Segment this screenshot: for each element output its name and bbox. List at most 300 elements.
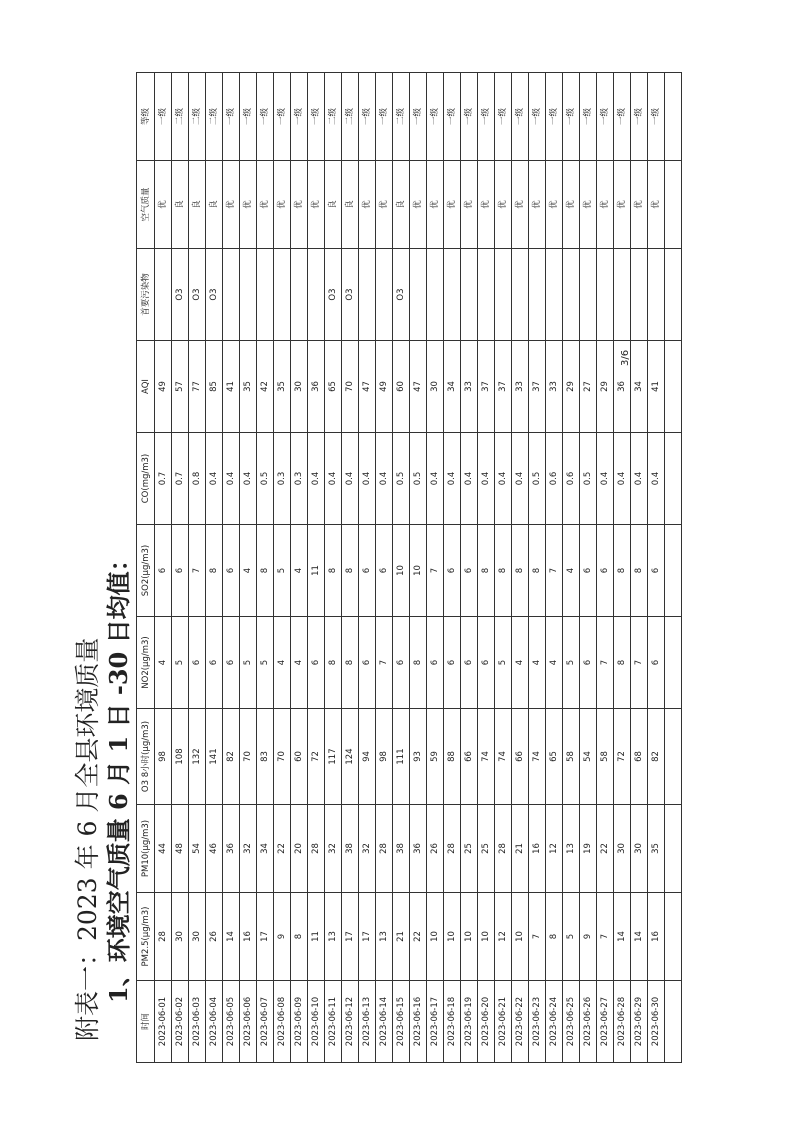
table-cell: 8: [410, 617, 427, 709]
table-cell: 132: [189, 709, 206, 805]
table-cell: 优: [461, 161, 478, 249]
table-cell: 111: [393, 709, 410, 805]
column-header: CO(mg/m3): [137, 433, 155, 525]
table-cell: 二级: [189, 73, 206, 161]
table-row: [223, 73, 240, 1063]
table-cell: 0.4: [308, 433, 325, 525]
table-cell: 一级: [631, 73, 648, 161]
table-cell: 26: [427, 805, 444, 893]
table-cell: 66: [461, 709, 478, 805]
table-cell: 2023-06-12: [342, 981, 359, 1063]
page-number: 3/6: [620, 349, 631, 366]
table-cell: 2023-06-11: [325, 981, 342, 1063]
column-header: NO2(μg/m3): [137, 617, 155, 709]
table-cell: 6: [359, 617, 376, 709]
table-cell: 一级: [291, 73, 308, 161]
table-cell: 13: [563, 805, 580, 893]
table-cell: 2023-06-13: [359, 981, 376, 1063]
table-cell: 16: [648, 893, 665, 981]
table-cell: [274, 249, 291, 341]
table-cell: 98: [376, 709, 393, 805]
table-cell: 0.4: [325, 433, 342, 525]
table-cell: 4: [274, 617, 291, 709]
table-cell: 优: [257, 161, 274, 249]
table-cell: 85: [206, 341, 223, 433]
table-row: [614, 73, 631, 1063]
table-cell: 34: [631, 341, 648, 433]
table-cell: 0.4: [240, 433, 257, 525]
table-cell: 2023-06-10: [308, 981, 325, 1063]
table-cell: 5: [563, 617, 580, 709]
table-cell: 36: [410, 805, 427, 893]
table-cell: 二级: [172, 73, 189, 161]
table-cell: 14: [631, 893, 648, 981]
table-cell: 一级: [461, 73, 478, 161]
table-cell: 4: [546, 617, 563, 709]
table-cell: 良: [325, 161, 342, 249]
table-cell: 29: [563, 341, 580, 433]
table-cell: [257, 249, 274, 341]
table-row: [359, 73, 376, 1063]
table-cell: 10: [461, 893, 478, 981]
table-cell: 良: [393, 161, 410, 249]
table-cell: 8: [529, 525, 546, 617]
table-cell: 70: [342, 341, 359, 433]
table-cell: 2023-06-15: [393, 981, 410, 1063]
table-cell: 13: [376, 893, 393, 981]
table-cell: 72: [614, 709, 631, 805]
table-cell: [359, 249, 376, 341]
table-cell: 10: [393, 525, 410, 617]
table-cell: 0.7: [155, 433, 172, 525]
table-cell: 38: [393, 805, 410, 893]
table-cell: [529, 249, 546, 341]
table-cell: 一级: [563, 73, 580, 161]
table-cell: 优: [563, 161, 580, 249]
table-cell: [546, 249, 563, 341]
table-cell: 2023-06-14: [376, 981, 393, 1063]
table-cell: 0.4: [461, 433, 478, 525]
table-cell: [597, 249, 614, 341]
table-cell: 8: [257, 525, 274, 617]
table-cell: [665, 249, 682, 341]
table-cell: 二级: [206, 73, 223, 161]
table-cell: 7: [546, 525, 563, 617]
table-cell: 0.5: [529, 433, 546, 525]
table-cell: 35: [274, 341, 291, 433]
table-cell: 28: [155, 893, 172, 981]
table-cell: 60: [393, 341, 410, 433]
column-header: 首要污染物: [137, 249, 155, 341]
table-cell: 优: [648, 161, 665, 249]
table-row: [325, 73, 342, 1063]
table-cell: 48: [172, 805, 189, 893]
table-cell: 44: [155, 805, 172, 893]
table-cell: [665, 525, 682, 617]
table-cell: 2023-06-21: [495, 981, 512, 1063]
table-row: [291, 73, 308, 1063]
table-cell: 一级: [308, 73, 325, 161]
table-cell: 58: [563, 709, 580, 805]
table-cell: 6: [597, 525, 614, 617]
table-cell: 26: [206, 893, 223, 981]
table-cell: 13: [325, 893, 342, 981]
table-cell: 7: [631, 617, 648, 709]
table-cell: 14: [614, 893, 631, 981]
table-cell: 6: [376, 525, 393, 617]
table-cell: 17: [342, 893, 359, 981]
table-cell: 28: [376, 805, 393, 893]
table-row: [240, 73, 257, 1063]
table-cell: 0.5: [257, 433, 274, 525]
table-row: [478, 73, 495, 1063]
table-cell: 4: [512, 617, 529, 709]
table-cell: 2023-06-09: [291, 981, 308, 1063]
table-cell: [580, 249, 597, 341]
table-cell: 37: [495, 341, 512, 433]
table-cell: 30: [427, 341, 444, 433]
table-cell: 2023-06-17: [427, 981, 444, 1063]
table-row: [308, 73, 325, 1063]
table-cell: 0.8: [189, 433, 206, 525]
table-cell: 28: [444, 805, 461, 893]
table-cell: 6: [189, 617, 206, 709]
table-cell: 108: [172, 709, 189, 805]
table-cell: [444, 249, 461, 341]
table-cell: 2023-06-18: [444, 981, 461, 1063]
table-cell: 4: [563, 525, 580, 617]
table-cell: 10: [444, 893, 461, 981]
table-cell: 7: [427, 525, 444, 617]
table-cell: 4: [291, 525, 308, 617]
table-cell: 5: [172, 617, 189, 709]
table-row: [461, 73, 478, 1063]
table-cell: 2023-06-28: [614, 981, 631, 1063]
table-cell: 0.4: [444, 433, 461, 525]
table-cell: 6: [172, 525, 189, 617]
table-cell: 30: [189, 893, 206, 981]
table-cell: 17: [257, 893, 274, 981]
table-cell: 一级: [614, 73, 631, 161]
rotated-page-content: [72, 73, 772, 1063]
table-cell: 74: [478, 709, 495, 805]
table-cell: 2023-06-07: [257, 981, 274, 1063]
table-cell: 38: [342, 805, 359, 893]
table-header-row: [137, 73, 155, 1063]
table-cell: 6: [223, 525, 240, 617]
table-cell: [410, 249, 427, 341]
table-cell: 2023-06-25: [563, 981, 580, 1063]
table-cell: O3: [172, 249, 189, 341]
table-cell: 0.4: [376, 433, 393, 525]
table-cell: 54: [189, 805, 206, 893]
column-header: PM2.5(μg/m3): [137, 893, 155, 981]
table-cell: 良: [172, 161, 189, 249]
table-cell: 2023-06-19: [461, 981, 478, 1063]
table-cell: 二级: [325, 73, 342, 161]
table-cell: 6: [155, 525, 172, 617]
table-cell: 21: [512, 805, 529, 893]
table-cell: 2023-06-06: [240, 981, 257, 1063]
table-cell: [665, 341, 682, 433]
table-cell: 12: [495, 893, 512, 981]
table-cell: 98: [155, 709, 172, 805]
table-cell: 6: [580, 525, 597, 617]
table-cell: 2023-06-16: [410, 981, 427, 1063]
table-cell: 41: [223, 341, 240, 433]
table-cell: 37: [529, 341, 546, 433]
table-cell: 35: [648, 805, 665, 893]
table-row: [172, 73, 189, 1063]
table-cell: 4: [155, 617, 172, 709]
table-row: [546, 73, 563, 1063]
table-cell: 11: [308, 525, 325, 617]
column-header: 等级: [137, 73, 155, 161]
table-cell: 42: [257, 341, 274, 433]
table-cell: 6: [461, 617, 478, 709]
table-cell: 一级: [495, 73, 512, 161]
table-cell: 4: [240, 525, 257, 617]
table-cell: 10: [512, 893, 529, 981]
table-cell: 10: [427, 893, 444, 981]
table-row: [206, 73, 223, 1063]
table-cell: [495, 249, 512, 341]
table-cell: 7: [189, 525, 206, 617]
table-cell: 34: [444, 341, 461, 433]
table-row: [648, 73, 665, 1063]
table-cell: 29: [597, 341, 614, 433]
table-cell: [665, 805, 682, 893]
table-body: [155, 73, 682, 1063]
table-cell: 7: [597, 617, 614, 709]
table-cell: 优: [597, 161, 614, 249]
table-row: [512, 73, 529, 1063]
table-cell: 6: [478, 617, 495, 709]
table-cell: 2023-06-27: [597, 981, 614, 1063]
table-row: [393, 73, 410, 1063]
column-header: SO2(μg/m3): [137, 525, 155, 617]
table-cell: 0.4: [614, 433, 631, 525]
table-cell: 8: [614, 617, 631, 709]
table-cell: 一级: [155, 73, 172, 161]
table-cell: 37: [478, 341, 495, 433]
table-cell: 一级: [648, 73, 665, 161]
table-cell: 8: [512, 525, 529, 617]
table-cell: 优: [529, 161, 546, 249]
table-cell: O3: [393, 249, 410, 341]
table-cell: 0.5: [580, 433, 597, 525]
table-cell: 一级: [427, 73, 444, 161]
table-cell: 8: [325, 617, 342, 709]
table-cell: 7: [597, 893, 614, 981]
table-cell: 一级: [546, 73, 563, 161]
table-cell: 12: [546, 805, 563, 893]
table-cell: 0.3: [274, 433, 291, 525]
table-cell: [563, 249, 580, 341]
table-cell: 一级: [529, 73, 546, 161]
table-cell: 6: [223, 617, 240, 709]
table-cell: 优: [478, 161, 495, 249]
table-cell: 19: [580, 805, 597, 893]
table-cell: 8: [478, 525, 495, 617]
table-row: [597, 73, 614, 1063]
table-cell: [631, 249, 648, 341]
table-cell: 0.6: [546, 433, 563, 525]
table-cell: 0.4: [631, 433, 648, 525]
table-row: [580, 73, 597, 1063]
table-cell: 8: [342, 525, 359, 617]
table-cell: 0.4: [206, 433, 223, 525]
table-cell: 一级: [376, 73, 393, 161]
table-cell: 30: [631, 805, 648, 893]
table-cell: 6: [393, 617, 410, 709]
table-cell: 2023-06-04: [206, 981, 223, 1063]
table-row: [189, 73, 206, 1063]
table-cell: 5: [495, 617, 512, 709]
table-cell: 5: [257, 617, 274, 709]
table-cell: 58: [597, 709, 614, 805]
table-cell: 33: [546, 341, 563, 433]
table-cell: 2023-06-30: [648, 981, 665, 1063]
table-cell: 一级: [580, 73, 597, 161]
table-cell: [665, 981, 682, 1063]
table-cell: 优: [155, 161, 172, 249]
table-cell: 2023-06-24: [546, 981, 563, 1063]
table-cell: 10: [478, 893, 495, 981]
table-row: [376, 73, 393, 1063]
table-cell: 0.4: [512, 433, 529, 525]
table-cell: 36: [308, 341, 325, 433]
table-row: [427, 73, 444, 1063]
table-cell: 35: [240, 341, 257, 433]
table-cell: 47: [359, 341, 376, 433]
table-cell: 11: [308, 893, 325, 981]
air-quality-table: [136, 72, 682, 1063]
table-cell: 54: [580, 709, 597, 805]
table-cell: 30: [291, 341, 308, 433]
table-cell: 优: [444, 161, 461, 249]
table-cell: 6: [444, 617, 461, 709]
table-cell: 6: [206, 617, 223, 709]
table-cell: [614, 249, 631, 341]
table-cell: 117: [325, 709, 342, 805]
table-cell: 0.5: [410, 433, 427, 525]
table-cell: 34: [257, 805, 274, 893]
table-cell: 8: [546, 893, 563, 981]
table-cell: 0.7: [172, 433, 189, 525]
table-cell: [291, 249, 308, 341]
table-cell: 良: [342, 161, 359, 249]
table-cell: [665, 161, 682, 249]
table-cell: 一级: [257, 73, 274, 161]
table-row: [274, 73, 291, 1063]
table-cell: 8: [206, 525, 223, 617]
table-cell: 16: [529, 805, 546, 893]
table-cell: 优: [223, 161, 240, 249]
table-cell: 88: [444, 709, 461, 805]
table-cell: 5: [240, 617, 257, 709]
table-cell: 36: [614, 341, 631, 433]
table-cell: O3: [189, 249, 206, 341]
table-cell: 优: [291, 161, 308, 249]
table-cell: 22: [410, 893, 427, 981]
table-cell: 9: [274, 893, 291, 981]
table-cell: 7: [376, 617, 393, 709]
table-cell: 优: [546, 161, 563, 249]
table-cell: 60: [291, 709, 308, 805]
table-cell: 21: [393, 893, 410, 981]
table-cell: [665, 433, 682, 525]
table-cell: 8: [291, 893, 308, 981]
table-cell: 一级: [359, 73, 376, 161]
table-cell: 8: [614, 525, 631, 617]
table-cell: [665, 617, 682, 709]
table-cell: 49: [376, 341, 393, 433]
table-cell: 2023-06-05: [223, 981, 240, 1063]
table-cell: 27: [580, 341, 597, 433]
table-cell: 优: [631, 161, 648, 249]
table-row: [444, 73, 461, 1063]
table-cell: 66: [512, 709, 529, 805]
table-cell: 0.4: [478, 433, 495, 525]
table-cell: 8: [325, 525, 342, 617]
table-cell: 一级: [597, 73, 614, 161]
table-cell: 124: [342, 709, 359, 805]
table-cell: [648, 249, 665, 341]
table-cell: 83: [257, 709, 274, 805]
table-row: [342, 73, 359, 1063]
table-cell: 二级: [393, 73, 410, 161]
table-cell: 2023-06-03: [189, 981, 206, 1063]
table-cell: [376, 249, 393, 341]
table-cell: 65: [546, 709, 563, 805]
table-cell: 74: [529, 709, 546, 805]
table-cell: 2023-06-08: [274, 981, 291, 1063]
table-cell: 6: [308, 617, 325, 709]
table-cell: 59: [427, 709, 444, 805]
table-cell: 82: [648, 709, 665, 805]
table-cell: 一级: [274, 73, 291, 161]
table-cell: 2023-06-23: [529, 981, 546, 1063]
table-cell: [155, 249, 172, 341]
table-cell: 25: [461, 805, 478, 893]
table-cell: 优: [495, 161, 512, 249]
table-cell: 优: [308, 161, 325, 249]
table-cell: 0.4: [495, 433, 512, 525]
table-cell: 0.4: [342, 433, 359, 525]
page-title: 附表一：2023 年 6 月全县环境质量: [73, 637, 102, 1041]
table-cell: 8: [631, 525, 648, 617]
table-cell: 6: [444, 525, 461, 617]
table-cell: 0.5: [393, 433, 410, 525]
table-cell: 一级: [478, 73, 495, 161]
table-cell: 32: [240, 805, 257, 893]
table-cell: 20: [291, 805, 308, 893]
table-row: [410, 73, 427, 1063]
table-cell: 57: [172, 341, 189, 433]
table-cell: 7: [529, 893, 546, 981]
table-cell: 0.4: [597, 433, 614, 525]
table-cell: 41: [648, 341, 665, 433]
table-cell: 93: [410, 709, 427, 805]
table-cell: 6: [461, 525, 478, 617]
table-cell: 36: [223, 805, 240, 893]
table-cell: 优: [427, 161, 444, 249]
table-cell: 22: [274, 805, 291, 893]
table-cell: 0.4: [359, 433, 376, 525]
table-cell: 2023-06-26: [580, 981, 597, 1063]
table-cell: 2023-06-02: [172, 981, 189, 1063]
